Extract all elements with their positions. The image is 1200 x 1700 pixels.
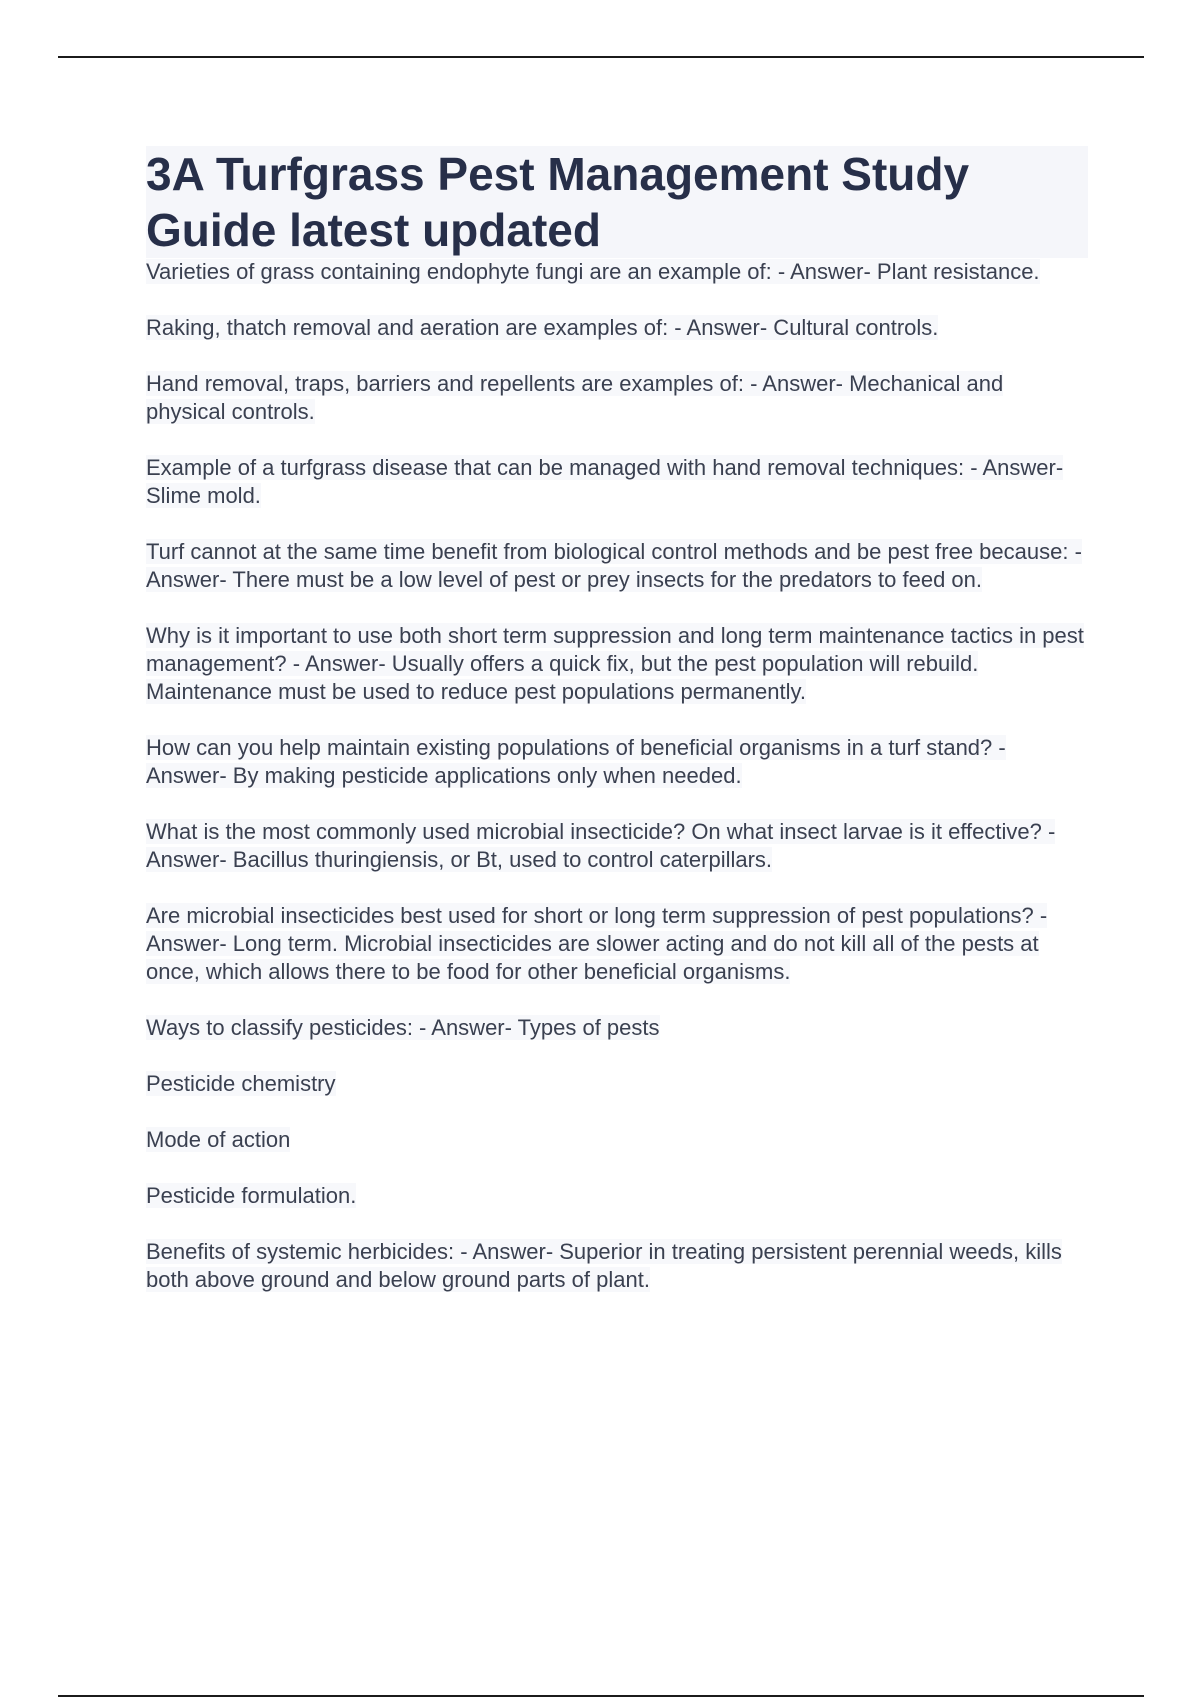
qa-entry — [146, 734, 1088, 790]
qa-entry-text: Varieties of grass containing endophyte fungi are an example of: - Answer- Plant resistance. — [146, 259, 1040, 284]
qa-entry-text: Example of a turfgrass disease that can be managed with hand removal techniques: - Answer- Slime mold. — [146, 455, 1064, 508]
document-title: 3A Turfgrass Pest Management Study Guide latest updated — [146, 146, 1088, 258]
qa-entry — [146, 622, 1088, 706]
qa-entry-text: Hand removal, traps, barriers and repellents are examples of: - Answer- Mechanical and physical controls. — [146, 371, 1004, 424]
qa-entry — [146, 1182, 1088, 1210]
qa-entry — [146, 538, 1088, 594]
qa-entry-text: Pesticide formulation. — [146, 1183, 357, 1208]
qa-entry — [146, 370, 1088, 426]
qa-entry — [146, 1238, 1088, 1294]
qa-entry-text: How can you help maintain existing populations of beneficial organisms in a turf stand? - Answer- By making pesticide applications only when needed. — [146, 735, 1006, 788]
qa-entry-text: Turf cannot at the same time benefit from biological control methods and be pest free because: - Answer- There must be a low level of pest or prey insects for the predators to feed on. — [146, 539, 1082, 592]
qa-entry-text: Benefits of systemic herbicides: - Answer- Superior in treating persistent perennial weeds, kills both above ground and below ground parts of plant. — [146, 1239, 1062, 1292]
qa-entry — [146, 818, 1088, 874]
qa-entry-text: Mode of action — [146, 1127, 291, 1152]
qa-entry — [146, 454, 1088, 510]
top-divider — [58, 56, 1144, 58]
qa-entry — [146, 1126, 1088, 1154]
qa-entry-text: Why is it important to use both short term suppression and long term maintenance tactics in pest management? - Answer- Usually offers a quick fix, but the pest population will rebuild. Maintenance must be used to reduce pest populations permanently. — [146, 623, 1084, 704]
qa-entry — [146, 1014, 1088, 1042]
qa-entry-text: Raking, thatch removal and aeration are examples of: - Answer- Cultural controls. — [146, 315, 939, 340]
qa-entry — [146, 902, 1088, 986]
qa-entry-text: Are microbial insecticides best used for short or long term suppression of pest populations? - Answer- Long term. Microbial insecticides are slower acting and do not kill all of the pests at once, which allows there to be food for other beneficial organisms. — [146, 903, 1048, 984]
qa-entry-text: What is the most commonly used microbial insecticide? On what insect larvae is it effective? - Answer- Bacillus thuringiensis, or Bt, used to control caterpillars. — [146, 819, 1056, 872]
qa-entry-text: Ways to classify pesticides: - Answer- Types of pests — [146, 1015, 660, 1040]
qa-entry — [146, 1070, 1088, 1098]
qa-entry — [146, 314, 1088, 342]
document-body — [146, 146, 1088, 1322]
qa-entry — [146, 258, 1088, 286]
qa-entry-text: Pesticide chemistry — [146, 1071, 336, 1096]
bottom-divider — [58, 1695, 1144, 1697]
qa-list — [146, 258, 1088, 1294]
